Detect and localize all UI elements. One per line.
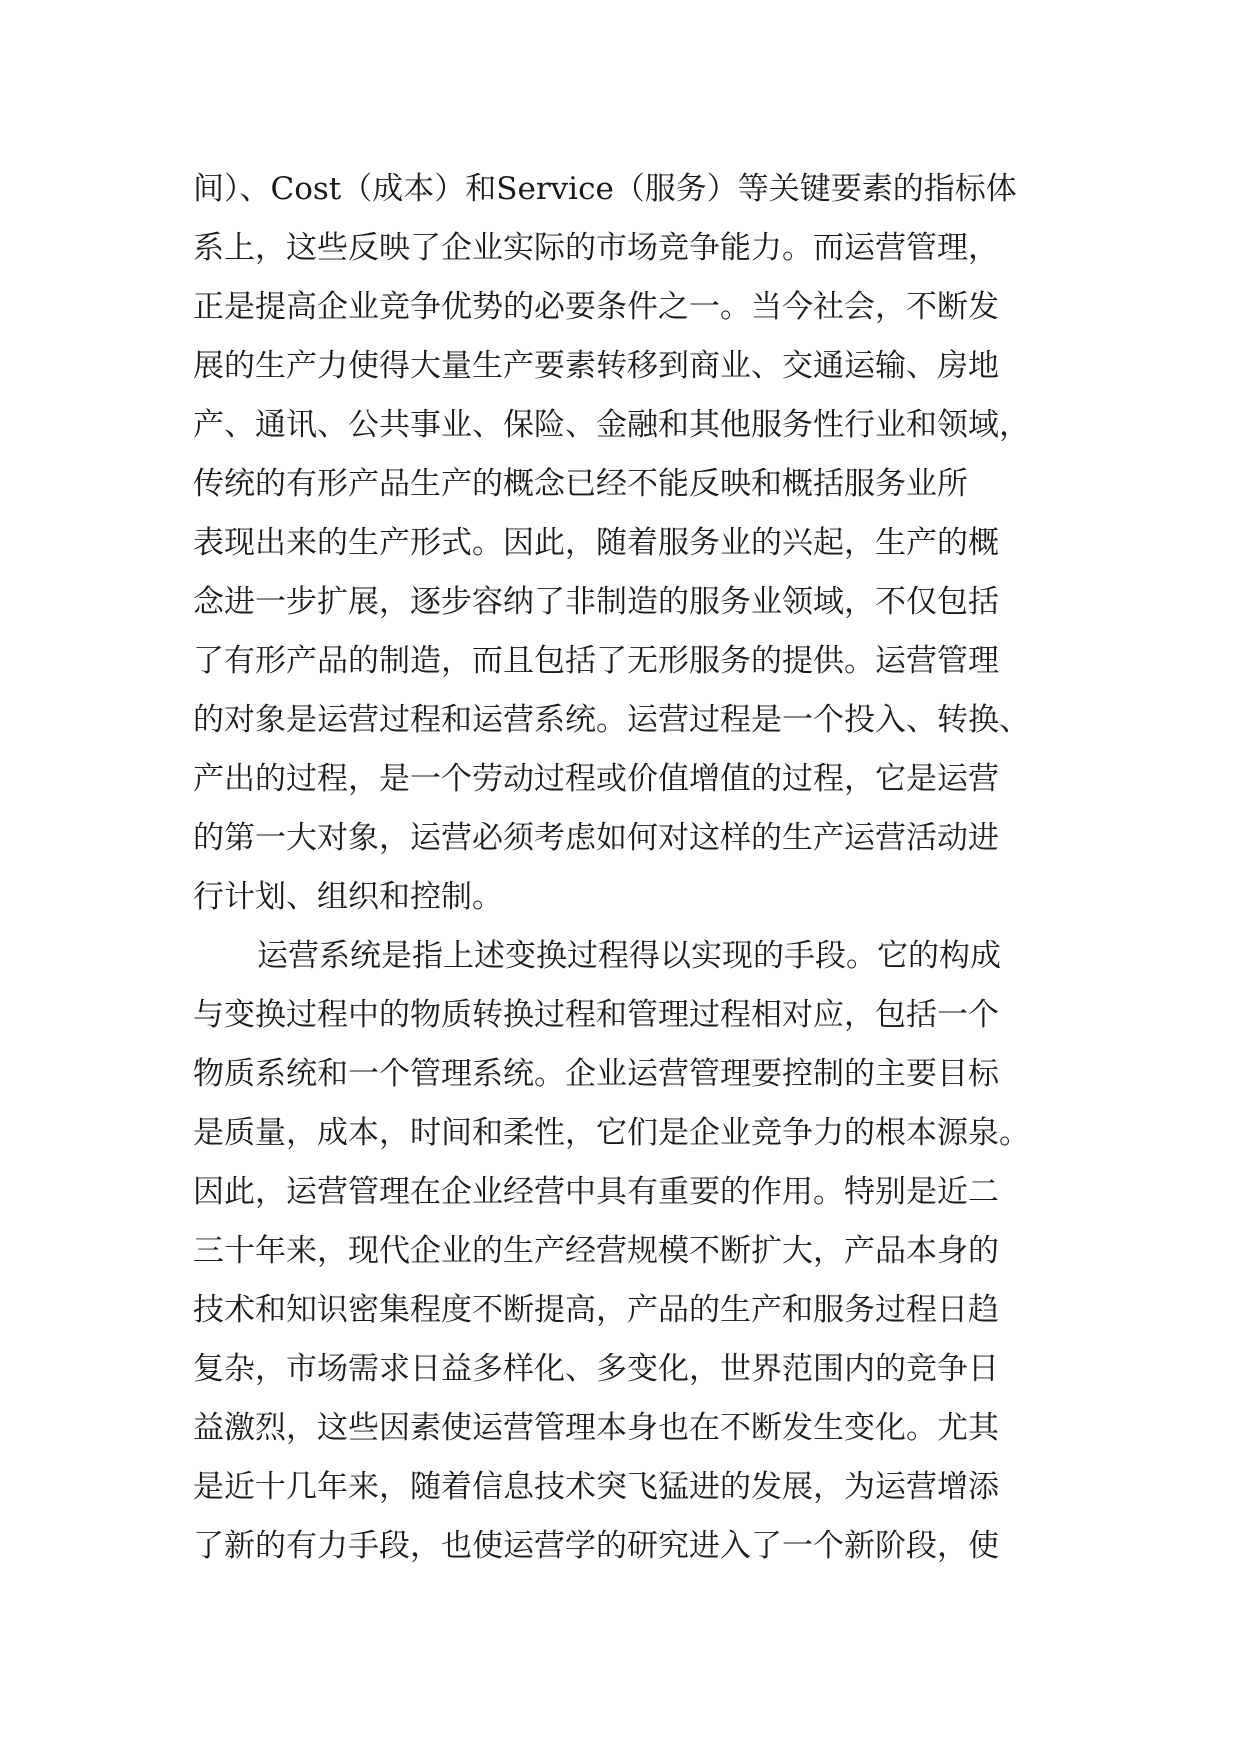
- text-line: 传统的有形产品生产的概念已经不能反映和概括服务业所: [193, 466, 968, 502]
- text-line: 产、通讯、公共事业、保险、金融和其他服务性行业和领域，: [193, 407, 1030, 443]
- text-line-first-indented: 运营系统是指上述变换过程得以实现的手段。它的构成: [257, 938, 1001, 974]
- text-line: 系上，这些反映了企业实际的市场竞争能力。而运营管理，: [193, 230, 999, 266]
- body-text: [193, 160, 1063, 1576]
- text-line: 的对象是运营过程和运营系统。运营过程是一个投入、转换、: [193, 702, 1030, 738]
- text-line: 益激烈，这些因素使运营管理本身也在不断发生变化。尤其: [193, 1410, 999, 1446]
- paragraph-operations-system: [193, 927, 1063, 1576]
- text-line: 展的生产力使得大量生产要素转移到商业、交通运输、房地: [193, 348, 999, 384]
- text-line: 复杂，市场需求日益多样化、多变化，世界范围内的竞争日: [193, 1351, 999, 1387]
- text-line: 因此，运营管理在企业经营中具有重要的作用。特别是近二: [193, 1174, 999, 1210]
- text-line: 与变换过程中的物质转换过程和管理过程相对应，包括一个: [193, 997, 999, 1033]
- text-line: 念进一步扩展，逐步容纳了非制造的服务业领域，不仅包括: [193, 584, 999, 620]
- text-line: 是近十几年来，随着信息技术突飞猛进的发展，为运营增添: [193, 1469, 999, 1505]
- text-line: 是质量，成本，时间和柔性，它们是企业竞争力的根本源泉。: [193, 1115, 1030, 1151]
- text-line: 正是提高企业竞争优势的必要条件之一。当今社会，不断发: [193, 289, 999, 325]
- text-line: 三十年来，现代企业的生产经营规模不断扩大，产品本身的: [193, 1233, 999, 1269]
- text-line: 的第一大对象，运营必须考虑如何对这样的生产运营活动进: [193, 820, 999, 856]
- text-line: 产出的过程，是一个劳动过程或价值增值的过程，它是运营: [193, 761, 999, 797]
- text-line: 了有形产品的制造，而且包括了无形服务的提供。运营管理: [193, 643, 999, 679]
- text-line: 表现出来的生产形式。因此，随着服务业的兴起，生产的概: [193, 525, 999, 561]
- text-line: 物质系统和一个管理系统。企业运营管理要控制的主要目标: [193, 1056, 999, 1092]
- text-line: 了新的有力手段，也使运营学的研究进入了一个新阶段，使: [193, 1528, 999, 1564]
- text-line: 间）、Cost（成本）和Service（服务）等关键要素的指标体: [193, 171, 1017, 207]
- text-line: 技术和知识密集程度不断提高，产品的生产和服务过程日趋: [193, 1292, 999, 1328]
- text-line: 行计划、组织和控制。: [193, 879, 503, 915]
- paragraph-continuation: [193, 160, 1063, 927]
